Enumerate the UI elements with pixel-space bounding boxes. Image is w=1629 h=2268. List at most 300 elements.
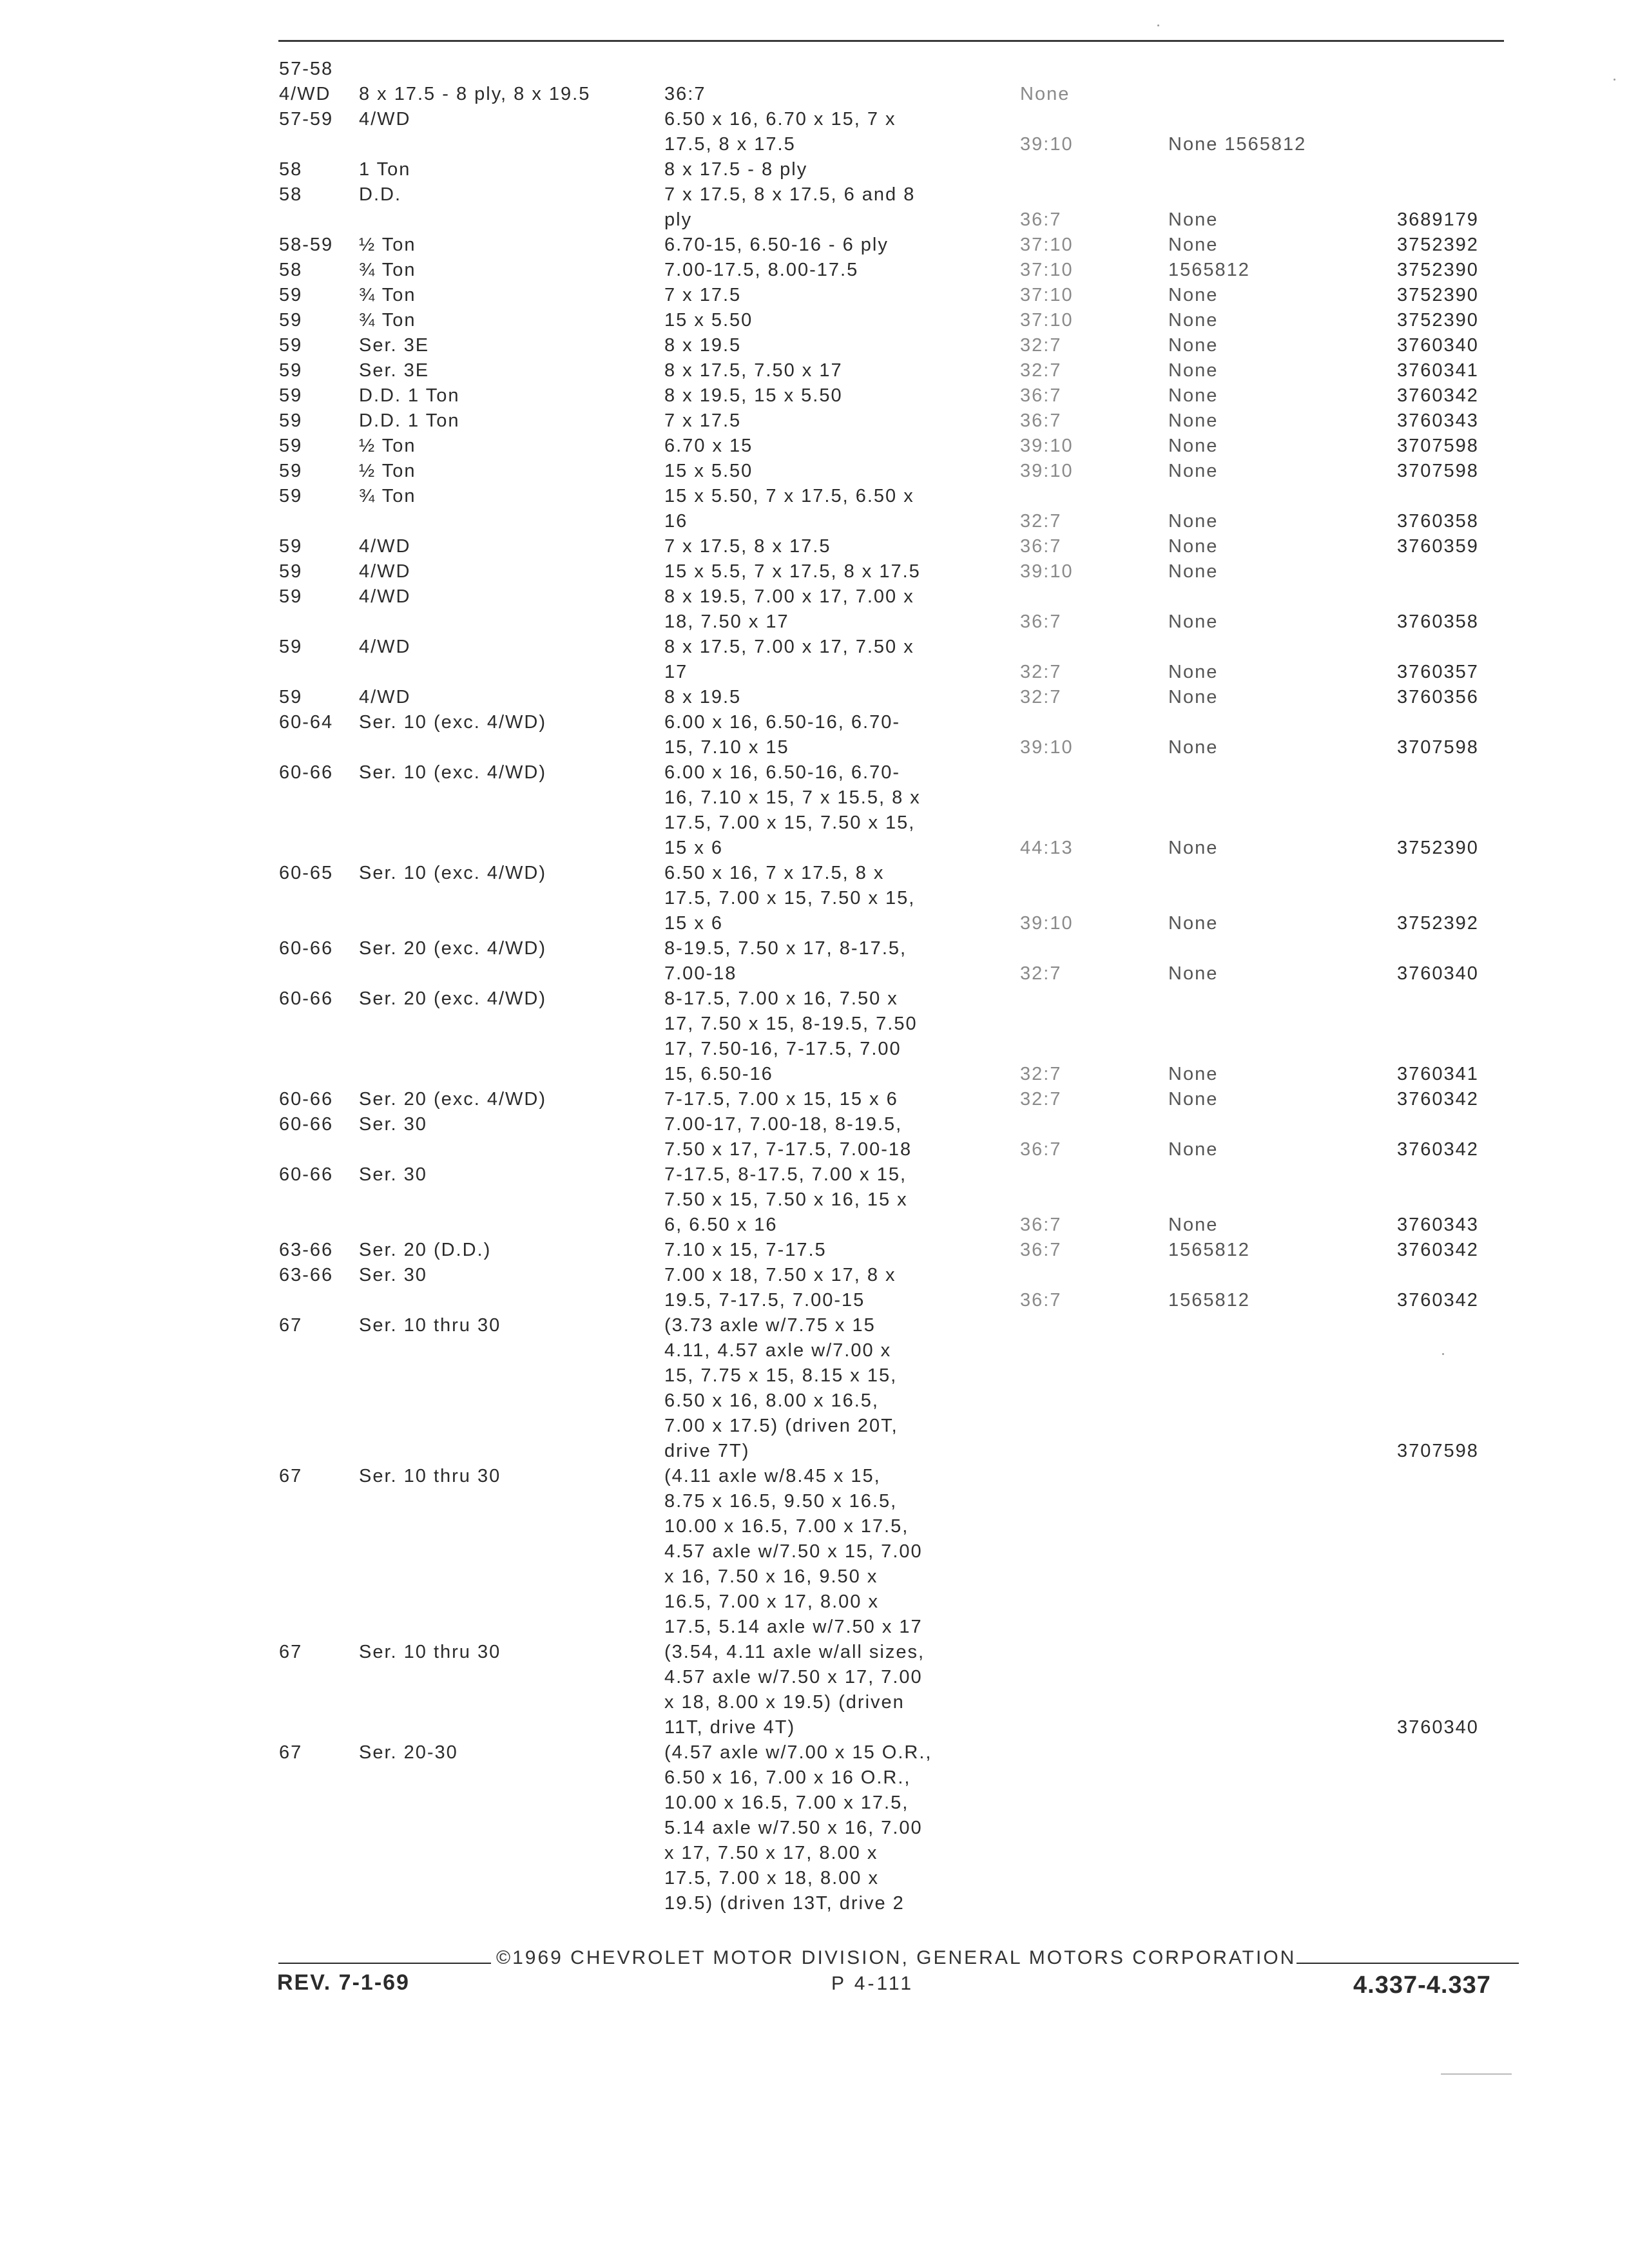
table-row: [279, 635, 1516, 660]
tire-size-cell: 4.57 axle w/7.50 x 17, 7.00: [664, 1667, 923, 1687]
tire-size-cell: 17, 7.50-16, 7-17.5, 7.00: [664, 1039, 901, 1059]
year-cell: 59: [279, 461, 303, 481]
table-row: [279, 1891, 1516, 1916]
table-row: [279, 1137, 1516, 1162]
tire-size-cell: 8.75 x 16.5, 9.50 x 16.5,: [664, 1491, 898, 1512]
tire-size-cell: 36:7: [664, 84, 706, 104]
table-row: [279, 207, 1516, 233]
tire-size-cell: 6.00 x 16, 6.50-16, 6.70-: [664, 712, 900, 733]
year-cell: 58: [279, 260, 303, 280]
year-cell: 60-66: [279, 1089, 334, 1110]
table-row: [279, 1665, 1516, 1690]
table-row: [279, 936, 1516, 961]
table-row: [279, 1389, 1516, 1414]
model-cell: Ser. 10 thru 30: [359, 1466, 501, 1486]
ratio-cell: 39:10: [1020, 436, 1074, 456]
year-cell: 57-58: [279, 59, 334, 79]
model-cell: Ser. 10 (exc. 4/WD): [359, 712, 547, 733]
gear-part-cell: None: [1168, 285, 1219, 305]
table-row: [279, 408, 1516, 434]
speck-mark: [1614, 79, 1615, 81]
gear-part-cell: None: [1168, 385, 1219, 406]
part-number-cell: 3752390: [1397, 838, 1479, 858]
model-cell: Ser. 30: [359, 1265, 427, 1285]
tire-size-cell: 19.5) (driven 13T, drive 2: [664, 1893, 905, 1914]
ratio-cell: 32:7: [1020, 1089, 1062, 1110]
ratio-cell: 32:7: [1020, 963, 1062, 984]
ratio-cell: 37:10: [1020, 260, 1074, 280]
year-cell: 59: [279, 385, 303, 406]
table-row: [279, 1338, 1516, 1363]
year-cell: 63-66: [279, 1265, 334, 1285]
ratio-cell: 36:7: [1020, 1215, 1062, 1235]
tire-size-cell: 15 x 5.50: [664, 461, 753, 481]
table-row: [279, 1816, 1516, 1841]
part-number-cell: 3752390: [1397, 285, 1479, 305]
tire-size-cell: 11T, drive 4T): [664, 1717, 796, 1738]
year-cell: 60-66: [279, 1114, 334, 1135]
table-row: [279, 57, 1516, 82]
gear-part-cell: None: [1168, 1089, 1219, 1110]
ratio-cell: 36:7: [1020, 611, 1062, 632]
ratio-cell: 32:7: [1020, 687, 1062, 707]
table-row: [279, 258, 1516, 283]
year-cell: 59: [279, 486, 303, 506]
tire-size-cell: 7-17.5, 8-17.5, 7.00 x 15,: [664, 1164, 907, 1185]
part-number-cell: 3752390: [1397, 260, 1479, 280]
tire-size-cell: drive 7T): [664, 1441, 750, 1461]
top-rule: [278, 40, 1504, 42]
tire-size-cell: 6.50 x 16, 8.00 x 16.5,: [664, 1390, 879, 1411]
tire-size-cell: (3.54, 4.11 axle w/all sizes,: [664, 1642, 925, 1662]
part-number-cell: 3760358: [1397, 611, 1479, 632]
part-number-cell: 3760341: [1397, 1064, 1479, 1084]
model-cell: ¾ Ton: [359, 285, 416, 305]
part-number-cell: 3760343: [1397, 410, 1479, 431]
table-row: [279, 861, 1516, 886]
year-cell: 60-64: [279, 712, 334, 733]
part-number-cell: 3760340: [1397, 963, 1479, 984]
year-cell: 60-66: [279, 1164, 334, 1185]
model-cell: 4/WD: [359, 536, 411, 557]
table-row: [279, 559, 1516, 584]
table-row: [279, 509, 1516, 534]
ratio-cell: None: [1020, 84, 1070, 104]
model-cell: ½ Ton: [359, 461, 416, 481]
tire-size-cell: 8 x 19.5: [664, 335, 742, 356]
table-row: [279, 911, 1516, 936]
part-number-cell: 3707598: [1397, 1441, 1479, 1461]
year-cell: 4/WD: [279, 84, 331, 104]
table-row: [279, 1564, 1516, 1590]
year-cell: 60-66: [279, 938, 334, 959]
table-row: [279, 1740, 1516, 1765]
tire-size-cell: 8-19.5, 7.50 x 17, 8-17.5,: [664, 938, 907, 959]
ratio-cell: 39:10: [1020, 737, 1074, 758]
table-row: [279, 1489, 1516, 1514]
ratio-cell: 36:7: [1020, 385, 1062, 406]
ratio-cell: 32:7: [1020, 511, 1062, 532]
ratio-cell: 36:7: [1020, 209, 1062, 230]
table-row: [279, 1187, 1516, 1213]
year-cell: 67: [279, 1466, 303, 1486]
gear-part-cell: None: [1168, 611, 1219, 632]
tire-size-cell: 4.57 axle w/7.50 x 15, 7.00: [664, 1541, 923, 1562]
part-number-cell: 3760340: [1397, 335, 1479, 356]
year-cell: 59: [279, 536, 303, 557]
tire-size-cell: 7.00 x 17.5) (driven 20T,: [664, 1416, 898, 1436]
table-row: [279, 82, 1516, 107]
tire-size-cell: 8 x 17.5 - 8 ply: [664, 159, 808, 180]
table-row: [279, 182, 1516, 207]
model-cell: Ser. 10 (exc. 4/WD): [359, 863, 547, 883]
table-row: [279, 710, 1516, 735]
tire-size-cell: 15 x 5.50: [664, 310, 753, 331]
model-cell: Ser. 10 (exc. 4/WD): [359, 762, 547, 783]
year-cell: 59: [279, 586, 303, 607]
gear-part-cell: None: [1168, 360, 1219, 381]
ratio-cell: 36:7: [1020, 1139, 1062, 1160]
year-cell: 57-59: [279, 109, 334, 130]
tire-size-cell: 4.11, 4.57 axle w/7.00 x: [664, 1340, 892, 1361]
table-row: [279, 584, 1516, 610]
tire-size-cell: 17: [664, 662, 688, 682]
table-row: [279, 1037, 1516, 1062]
year-cell: 59: [279, 285, 303, 305]
gear-part-cell: None: [1168, 511, 1219, 532]
tire-size-cell: 7 x 17.5, 8 x 17.5: [664, 536, 831, 557]
tire-size-cell: 17.5, 7.00 x 15, 7.50 x 15,: [664, 888, 916, 908]
table-row: [279, 358, 1516, 383]
ratio-cell: 32:7: [1020, 335, 1062, 356]
table-row: [279, 233, 1516, 258]
table-row: [279, 1213, 1516, 1238]
model-cell: 1 Ton: [359, 159, 411, 180]
model-cell: Ser. 20 (D.D.): [359, 1240, 492, 1260]
part-number-cell: 3760343: [1397, 1215, 1479, 1235]
table-row: [279, 1062, 1516, 1087]
model-cell: Ser. 20 (exc. 4/WD): [359, 938, 547, 959]
table-row: [279, 1539, 1516, 1564]
model-cell: 4/WD: [359, 687, 411, 707]
gear-part-cell: None: [1168, 1215, 1219, 1235]
tire-size-cell: 10.00 x 16.5, 7.00 x 17.5,: [664, 1792, 909, 1813]
model-cell: 4/WD: [359, 586, 411, 607]
table-row: [279, 735, 1516, 760]
part-number-cell: 3752392: [1397, 235, 1479, 255]
gear-part-cell: None: [1168, 235, 1219, 255]
tire-size-cell: 8-17.5, 7.00 x 16, 7.50 x: [664, 988, 898, 1009]
table-row: [279, 1087, 1516, 1112]
table-row: [279, 1439, 1516, 1464]
gear-part-cell: None: [1168, 410, 1219, 431]
table-row: [279, 1514, 1516, 1539]
tire-size-cell: x 17, 7.50 x 17, 8.00 x: [664, 1843, 878, 1863]
tire-size-cell: 17.5, 8 x 17.5: [664, 134, 796, 155]
tire-size-cell: x 16, 7.50 x 16, 9.50 x: [664, 1566, 878, 1587]
gear-part-cell: None: [1168, 561, 1219, 582]
table-row: [279, 107, 1516, 132]
year-cell: 59: [279, 310, 303, 331]
table-row: [279, 132, 1516, 157]
ratio-cell: 39:10: [1020, 134, 1074, 155]
gear-part-cell: None: [1168, 963, 1219, 984]
ratio-cell: 39:10: [1020, 913, 1074, 934]
table-row: [279, 1715, 1516, 1740]
table-row: [279, 886, 1516, 911]
gear-part-cell: None: [1168, 310, 1219, 331]
tire-size-cell: 15 x 5.50, 7 x 17.5, 6.50 x: [664, 486, 914, 506]
gear-part-cell: None: [1168, 461, 1219, 481]
tire-size-cell: 6.50 x 16, 6.70 x 15, 7 x: [664, 109, 896, 130]
model-cell: D.D.: [359, 184, 401, 205]
table-row: [279, 1414, 1516, 1439]
part-number-cell: 3689179: [1397, 209, 1479, 230]
model-cell: ½ Ton: [359, 235, 416, 255]
table-row: [279, 685, 1516, 710]
tire-size-cell: 8 x 17.5, 7.50 x 17: [664, 360, 843, 381]
tire-size-cell: 7.50 x 17, 7-17.5, 7.00-18: [664, 1139, 912, 1160]
part-number-cell: 3752392: [1397, 913, 1479, 934]
gear-part-cell: None: [1168, 662, 1219, 682]
year-cell: 60-66: [279, 762, 334, 783]
gear-part-cell: None: [1168, 687, 1219, 707]
tire-size-cell: 15 x 6: [664, 913, 723, 934]
ratio-cell: 37:10: [1020, 310, 1074, 331]
gear-part-cell: None: [1168, 838, 1219, 858]
table-row: [279, 459, 1516, 484]
part-number-cell: 3760342: [1397, 385, 1479, 406]
model-cell: ¾ Ton: [359, 486, 416, 506]
gear-part-cell: None 1565812: [1168, 134, 1307, 155]
tire-size-cell: 16: [664, 511, 688, 532]
table-row: [279, 1238, 1516, 1263]
table-row: [279, 1313, 1516, 1338]
year-cell: 67: [279, 1642, 303, 1662]
model-cell: D.D. 1 Ton: [359, 385, 460, 406]
table-row: [279, 1263, 1516, 1288]
gear-part-cell: None: [1168, 209, 1219, 230]
table-row: [279, 1590, 1516, 1615]
model-cell: 4/WD: [359, 637, 411, 657]
table-row: [279, 1615, 1516, 1640]
year-cell: 59: [279, 637, 303, 657]
tire-size-cell: 8 x 17.5, 7.00 x 17, 7.50 x: [664, 637, 914, 657]
model-cell: Ser. 20-30: [359, 1742, 458, 1763]
footer-page-number: P 4-111: [831, 1973, 914, 1994]
table-row: [279, 1464, 1516, 1489]
ratio-cell: 39:10: [1020, 461, 1074, 481]
part-number-cell: 3760356: [1397, 687, 1479, 707]
footer-section-code: 4.337-4.337: [1353, 1972, 1491, 1999]
year-cell: 58-59: [279, 235, 334, 255]
model-cell: ¾ Ton: [359, 310, 416, 331]
tire-size-cell: 16, 7.10 x 15, 7 x 15.5, 8 x: [664, 787, 921, 808]
gear-part-cell: 1565812: [1168, 260, 1250, 280]
footer-revision: REV. 7-1-69: [277, 1970, 410, 1995]
table-row: [279, 534, 1516, 559]
gear-part-cell: None: [1168, 536, 1219, 557]
year-cell: 67: [279, 1742, 303, 1763]
year-cell: 59: [279, 687, 303, 707]
tire-size-cell: 6.50 x 16, 7 x 17.5, 8 x: [664, 863, 885, 883]
tire-size-cell: 15 x 6: [664, 838, 723, 858]
year-cell: 58: [279, 159, 303, 180]
tire-size-cell: 7.00-17, 7.00-18, 8-19.5,: [664, 1114, 903, 1135]
tire-size-cell: 7.50 x 15, 7.50 x 16, 15 x: [664, 1189, 908, 1210]
part-number-cell: 3707598: [1397, 461, 1479, 481]
tire-size-cell: 17, 7.50 x 15, 8-19.5, 7.50: [664, 1014, 918, 1034]
model-cell: 4/WD: [359, 561, 411, 582]
tire-size-cell: 15, 6.50-16: [664, 1064, 773, 1084]
table-row: [279, 333, 1516, 358]
tire-size-cell: 7.10 x 15, 7-17.5: [664, 1240, 827, 1260]
model-cell: D.D. 1 Ton: [359, 410, 460, 431]
model-cell: Ser. 10 thru 30: [359, 1315, 501, 1336]
table-row: [279, 811, 1516, 836]
ratio-cell: 44:13: [1020, 838, 1074, 858]
table-row: [279, 785, 1516, 811]
ratio-cell: 37:10: [1020, 235, 1074, 255]
gear-part-cell: None: [1168, 1139, 1219, 1160]
year-cell: 59: [279, 335, 303, 356]
model-cell: Ser. 30: [359, 1164, 427, 1185]
part-number-cell: 3760342: [1397, 1139, 1479, 1160]
gear-part-cell: None: [1168, 436, 1219, 456]
tire-size-cell: 17.5, 5.14 axle w/7.50 x 17: [664, 1617, 923, 1637]
ratio-cell: 32:7: [1020, 1064, 1062, 1084]
table-row: [279, 610, 1516, 635]
ratio-cell: 36:7: [1020, 536, 1062, 557]
tire-size-cell: 6, 6.50 x 16: [664, 1215, 778, 1235]
gear-part-cell: None: [1168, 737, 1219, 758]
spec-table: [279, 57, 1516, 1916]
model-cell: ½ Ton: [359, 436, 416, 456]
tire-size-cell: 7-17.5, 7.00 x 15, 15 x 6: [664, 1089, 898, 1110]
part-number-cell: 3707598: [1397, 436, 1479, 456]
tire-size-cell: 15, 7.75 x 15, 8.15 x 15,: [664, 1365, 898, 1386]
table-row: [279, 1765, 1516, 1791]
table-row: [279, 1841, 1516, 1866]
tire-size-cell: 7 x 17.5: [664, 410, 742, 431]
ratio-cell: 32:7: [1020, 360, 1062, 381]
tire-size-cell: 7.00-17.5, 8.00-17.5: [664, 260, 859, 280]
model-cell: Ser. 30: [359, 1114, 427, 1135]
model-cell: ¾ Ton: [359, 260, 416, 280]
year-cell: 59: [279, 436, 303, 456]
year-cell: 60-66: [279, 988, 334, 1009]
tire-size-cell: 6.50 x 16, 7.00 x 16 O.R.,: [664, 1767, 911, 1788]
tire-size-cell: 8 x 19.5: [664, 687, 742, 707]
table-row: [279, 1640, 1516, 1665]
tire-size-cell: x 18, 8.00 x 19.5) (driven: [664, 1692, 905, 1713]
tire-size-cell: 17.5, 7.00 x 15, 7.50 x 15,: [664, 812, 916, 833]
tire-size-cell: 5.14 axle w/7.50 x 16, 7.00: [664, 1818, 923, 1838]
model-cell: 8 x 17.5 - 8 ply, 8 x 19.5: [359, 84, 591, 104]
tire-size-cell: 16.5, 7.00 x 17, 8.00 x: [664, 1591, 879, 1612]
tire-size-cell: (3.73 axle w/7.75 x 15: [664, 1315, 876, 1336]
ratio-cell: 32:7: [1020, 662, 1062, 682]
part-number-cell: 3760357: [1397, 662, 1479, 682]
tire-size-cell: 18, 7.50 x 17: [664, 611, 789, 632]
table-row: [279, 1162, 1516, 1187]
tire-size-cell: 15 x 5.5, 7 x 17.5, 8 x 17.5: [664, 561, 921, 582]
table-row: [279, 157, 1516, 182]
speck-mark: [1157, 24, 1159, 26]
ratio-cell: 36:7: [1020, 410, 1062, 431]
table-row: [279, 986, 1516, 1012]
year-cell: 58: [279, 184, 303, 205]
tire-size-cell: 6.00 x 16, 6.50-16, 6.70-: [664, 762, 900, 783]
tire-size-cell: 7.00-18: [664, 963, 737, 984]
gear-part-cell: 1565812: [1168, 1290, 1250, 1311]
tire-size-cell: 19.5, 7-17.5, 7.00-15: [664, 1290, 865, 1311]
tire-size-cell: 8 x 19.5, 7.00 x 17, 7.00 x: [664, 586, 914, 607]
tire-size-cell: 7 x 17.5: [664, 285, 742, 305]
table-row: [279, 1012, 1516, 1037]
part-number-cell: 3760340: [1397, 1717, 1479, 1738]
model-cell: Ser. 3E: [359, 335, 430, 356]
ratio-cell: 39:10: [1020, 561, 1074, 582]
table-row: [279, 283, 1516, 308]
table-row: [279, 434, 1516, 459]
year-cell: 59: [279, 410, 303, 431]
ratio-cell: 36:7: [1020, 1240, 1062, 1260]
model-cell: Ser. 20 (exc. 4/WD): [359, 1089, 547, 1110]
table-row: [279, 1363, 1516, 1389]
table-row: [279, 1791, 1516, 1816]
tire-size-cell: 17.5, 7.00 x 18, 8.00 x: [664, 1868, 879, 1888]
model-cell: 4/WD: [359, 109, 411, 130]
model-cell: Ser. 10 thru 30: [359, 1642, 501, 1662]
gear-part-cell: None: [1168, 1064, 1219, 1084]
part-number-cell: 3760358: [1397, 511, 1479, 532]
part-number-cell: 3760342: [1397, 1240, 1479, 1260]
tire-size-cell: 8 x 19.5, 15 x 5.50: [664, 385, 843, 406]
table-row: [279, 1112, 1516, 1137]
table-row: [279, 484, 1516, 509]
part-number-cell: 3760342: [1397, 1089, 1479, 1110]
model-cell: Ser. 3E: [359, 360, 430, 381]
table-row: [279, 836, 1516, 861]
footer-rule-left: [278, 1963, 491, 1964]
year-cell: 60-65: [279, 863, 334, 883]
part-number-cell: 3760359: [1397, 536, 1479, 557]
corner-mark: [1441, 2073, 1512, 2075]
tire-size-cell: (4.11 axle w/8.45 x 15,: [664, 1466, 881, 1486]
table-row: [279, 1690, 1516, 1715]
tire-size-cell: 10.00 x 16.5, 7.00 x 17.5,: [664, 1516, 909, 1537]
part-number-cell: 3760342: [1397, 1290, 1479, 1311]
table-row: [279, 1288, 1516, 1313]
tire-size-cell: 7.00 x 18, 7.50 x 17, 8 x: [664, 1265, 896, 1285]
tire-size-cell: 15, 7.10 x 15: [664, 737, 789, 758]
tire-size-cell: 7 x 17.5, 8 x 17.5, 6 and 8: [664, 184, 916, 205]
part-number-cell: 3752390: [1397, 310, 1479, 331]
gear-part-cell: 1565812: [1168, 1240, 1250, 1260]
table-row: [279, 1866, 1516, 1891]
year-cell: 59: [279, 360, 303, 381]
table-row: [279, 308, 1516, 333]
gear-part-cell: None: [1168, 913, 1219, 934]
model-cell: Ser. 20 (exc. 4/WD): [359, 988, 547, 1009]
part-number-cell: 3760341: [1397, 360, 1479, 381]
gear-part-cell: None: [1168, 335, 1219, 356]
part-number-cell: 3707598: [1397, 737, 1479, 758]
tire-size-cell: 6.70 x 15: [664, 436, 753, 456]
table-row: [279, 961, 1516, 986]
tire-size-cell: 6.70-15, 6.50-16 - 6 ply: [664, 235, 889, 255]
